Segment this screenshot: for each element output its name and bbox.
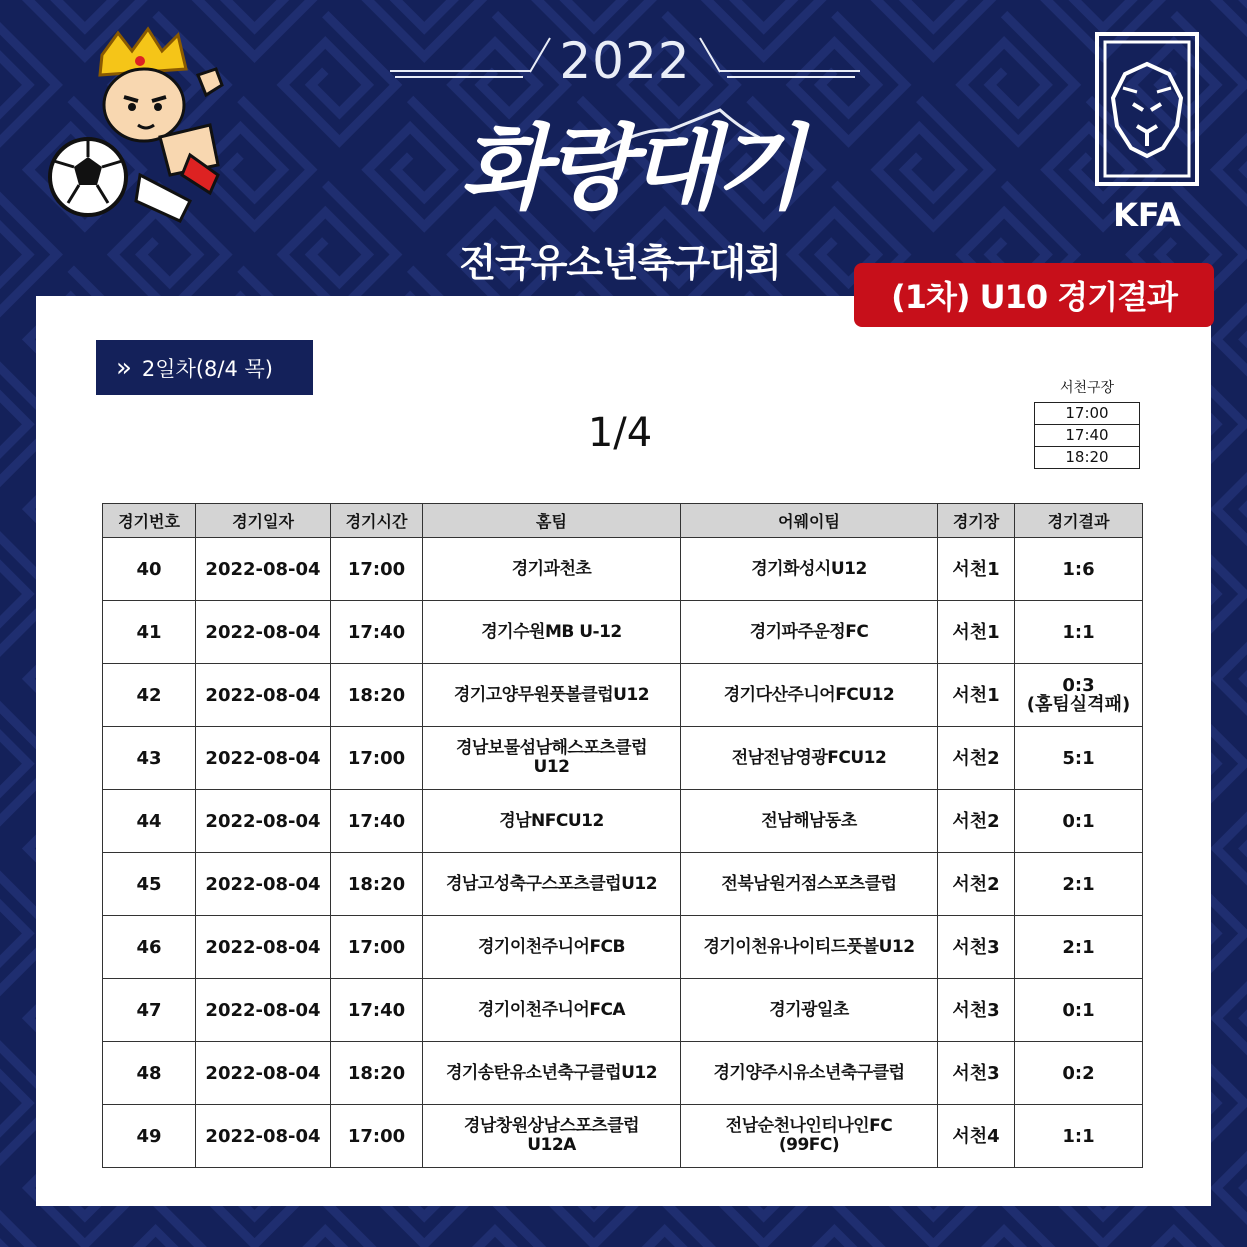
day-label-text: 2일차(8/4 목)	[141, 356, 273, 381]
match-date: 2022-08-04	[196, 916, 331, 979]
column-header: 경기번호	[103, 504, 196, 538]
home-team: 경기수원MB U-12	[423, 601, 681, 664]
match-time: 17:00	[331, 1105, 423, 1168]
match-number: 40	[103, 538, 196, 601]
home-team: 경남고성축구스포츠클럽U12	[423, 853, 681, 916]
match-result: 1:6	[1015, 538, 1143, 601]
field-name: 서천2	[938, 790, 1015, 853]
away-team: 경기다산주니어FCU12	[681, 664, 938, 727]
away-team: 전남전남영광FCU12	[681, 727, 938, 790]
table-row	[103, 1105, 1143, 1168]
match-result: 0:1	[1015, 790, 1143, 853]
match-result: 5:1	[1015, 727, 1143, 790]
day-label	[96, 340, 313, 395]
match-date: 2022-08-04	[196, 979, 331, 1042]
match-date: 2022-08-04	[196, 1105, 331, 1168]
match-result: 1:1	[1015, 1105, 1143, 1168]
match-date: 2022-08-04	[196, 538, 331, 601]
match-number: 43	[103, 727, 196, 790]
away-team: 전남순천나인티나인FC (99FC)	[681, 1105, 938, 1168]
column-header: 경기일자	[196, 504, 331, 538]
match-result: 2:1	[1015, 916, 1143, 979]
match-time: 17:00	[331, 916, 423, 979]
table-row	[103, 916, 1143, 979]
venue-schedule	[1034, 378, 1140, 469]
home-team: 경기송탄유소년축구클럽U12	[423, 1042, 681, 1105]
tournament-subtitle: 전국유소년축구대회	[459, 241, 781, 285]
match-time: 17:00	[331, 538, 423, 601]
match-result: 1:1	[1015, 601, 1143, 664]
away-team: 전북남원거점스포츠클럽	[681, 853, 938, 916]
table-header-row	[103, 504, 1143, 538]
away-team: 경기양주시유소년축구클럽	[681, 1042, 938, 1105]
venue-time: 17:00	[1035, 403, 1139, 425]
field-name: 서천4	[938, 1105, 1015, 1168]
chevron-right-icon: »	[116, 352, 132, 383]
match-number: 46	[103, 916, 196, 979]
results-badge: (1차) U10 경기결과	[854, 263, 1214, 327]
match-date: 2022-08-04	[196, 1042, 331, 1105]
field-name: 서천1	[938, 538, 1015, 601]
column-header: 경기시간	[331, 504, 423, 538]
match-number: 42	[103, 664, 196, 727]
field-name: 서천1	[938, 664, 1015, 727]
table-row	[103, 727, 1143, 790]
away-team: 경기화성시U12	[681, 538, 938, 601]
column-header: 경기장	[938, 504, 1015, 538]
match-number: 41	[103, 601, 196, 664]
match-date: 2022-08-04	[196, 601, 331, 664]
match-time: 18:20	[331, 853, 423, 916]
match-time: 17:40	[331, 790, 423, 853]
away-team: 전남해남동초	[681, 790, 938, 853]
match-result: 0:1	[1015, 979, 1143, 1042]
match-number: 48	[103, 1042, 196, 1105]
match-time: 17:00	[331, 727, 423, 790]
table-row	[103, 601, 1143, 664]
match-date: 2022-08-04	[196, 853, 331, 916]
column-header: 경기결과	[1015, 504, 1143, 538]
table-row	[103, 664, 1143, 727]
table-row	[103, 853, 1143, 916]
home-team: 경기이천주니어FCB	[423, 916, 681, 979]
field-name: 서천3	[938, 916, 1015, 979]
year-text: 2022	[559, 32, 691, 90]
match-time: 18:20	[331, 664, 423, 727]
match-number: 49	[103, 1105, 196, 1168]
venue-time: 17:40	[1035, 425, 1139, 447]
match-time: 17:40	[331, 979, 423, 1042]
table-row	[103, 979, 1143, 1042]
away-team: 경기광일초	[681, 979, 938, 1042]
away-team: 경기파주운정FC	[681, 601, 938, 664]
match-result: 0:2	[1015, 1042, 1143, 1105]
home-team: 경남NFCU12	[423, 790, 681, 853]
results-table	[102, 503, 1143, 1168]
field-name: 서천2	[938, 853, 1015, 916]
match-number: 45	[103, 853, 196, 916]
table-row	[103, 538, 1143, 601]
field-name: 서천3	[938, 1042, 1015, 1105]
match-date: 2022-08-04	[196, 664, 331, 727]
home-team: 경기고양무원풋볼클럽U12	[423, 664, 681, 727]
away-team: 경기이천유나이티드풋볼U12	[681, 916, 938, 979]
match-result: 2:1	[1015, 853, 1143, 916]
kfa-logo-text: KFA	[1113, 196, 1181, 234]
venue-time: 18:20	[1035, 447, 1139, 469]
home-team: 경남창원상남스포츠클럽 U12A	[423, 1105, 681, 1168]
match-number: 47	[103, 979, 196, 1042]
match-time: 17:40	[331, 601, 423, 664]
table-row	[103, 1042, 1143, 1105]
home-team: 경기이천주니어FCA	[423, 979, 681, 1042]
field-name: 서천2	[938, 727, 1015, 790]
page-indicator: 1/4	[587, 410, 653, 456]
match-number: 44	[103, 790, 196, 853]
column-header: 홈팀	[423, 504, 681, 538]
match-date: 2022-08-04	[196, 790, 331, 853]
mascot-illustration	[40, 25, 240, 225]
home-team: 경남보물섬남해스포츠클럽 U12	[423, 727, 681, 790]
venue-title: 서천구장	[1059, 380, 1115, 396]
column-header: 어웨이팀	[681, 504, 938, 538]
home-team: 경기과천초	[423, 538, 681, 601]
year-banner	[390, 30, 860, 90]
field-name: 서천1	[938, 601, 1015, 664]
table-row	[103, 790, 1143, 853]
match-time: 18:20	[331, 1042, 423, 1105]
tournament-title: 화랑대기	[460, 114, 800, 222]
match-result: 0:3 (홈팀실격패)	[1015, 664, 1143, 727]
field-name: 서천3	[938, 979, 1015, 1042]
match-date: 2022-08-04	[196, 727, 331, 790]
